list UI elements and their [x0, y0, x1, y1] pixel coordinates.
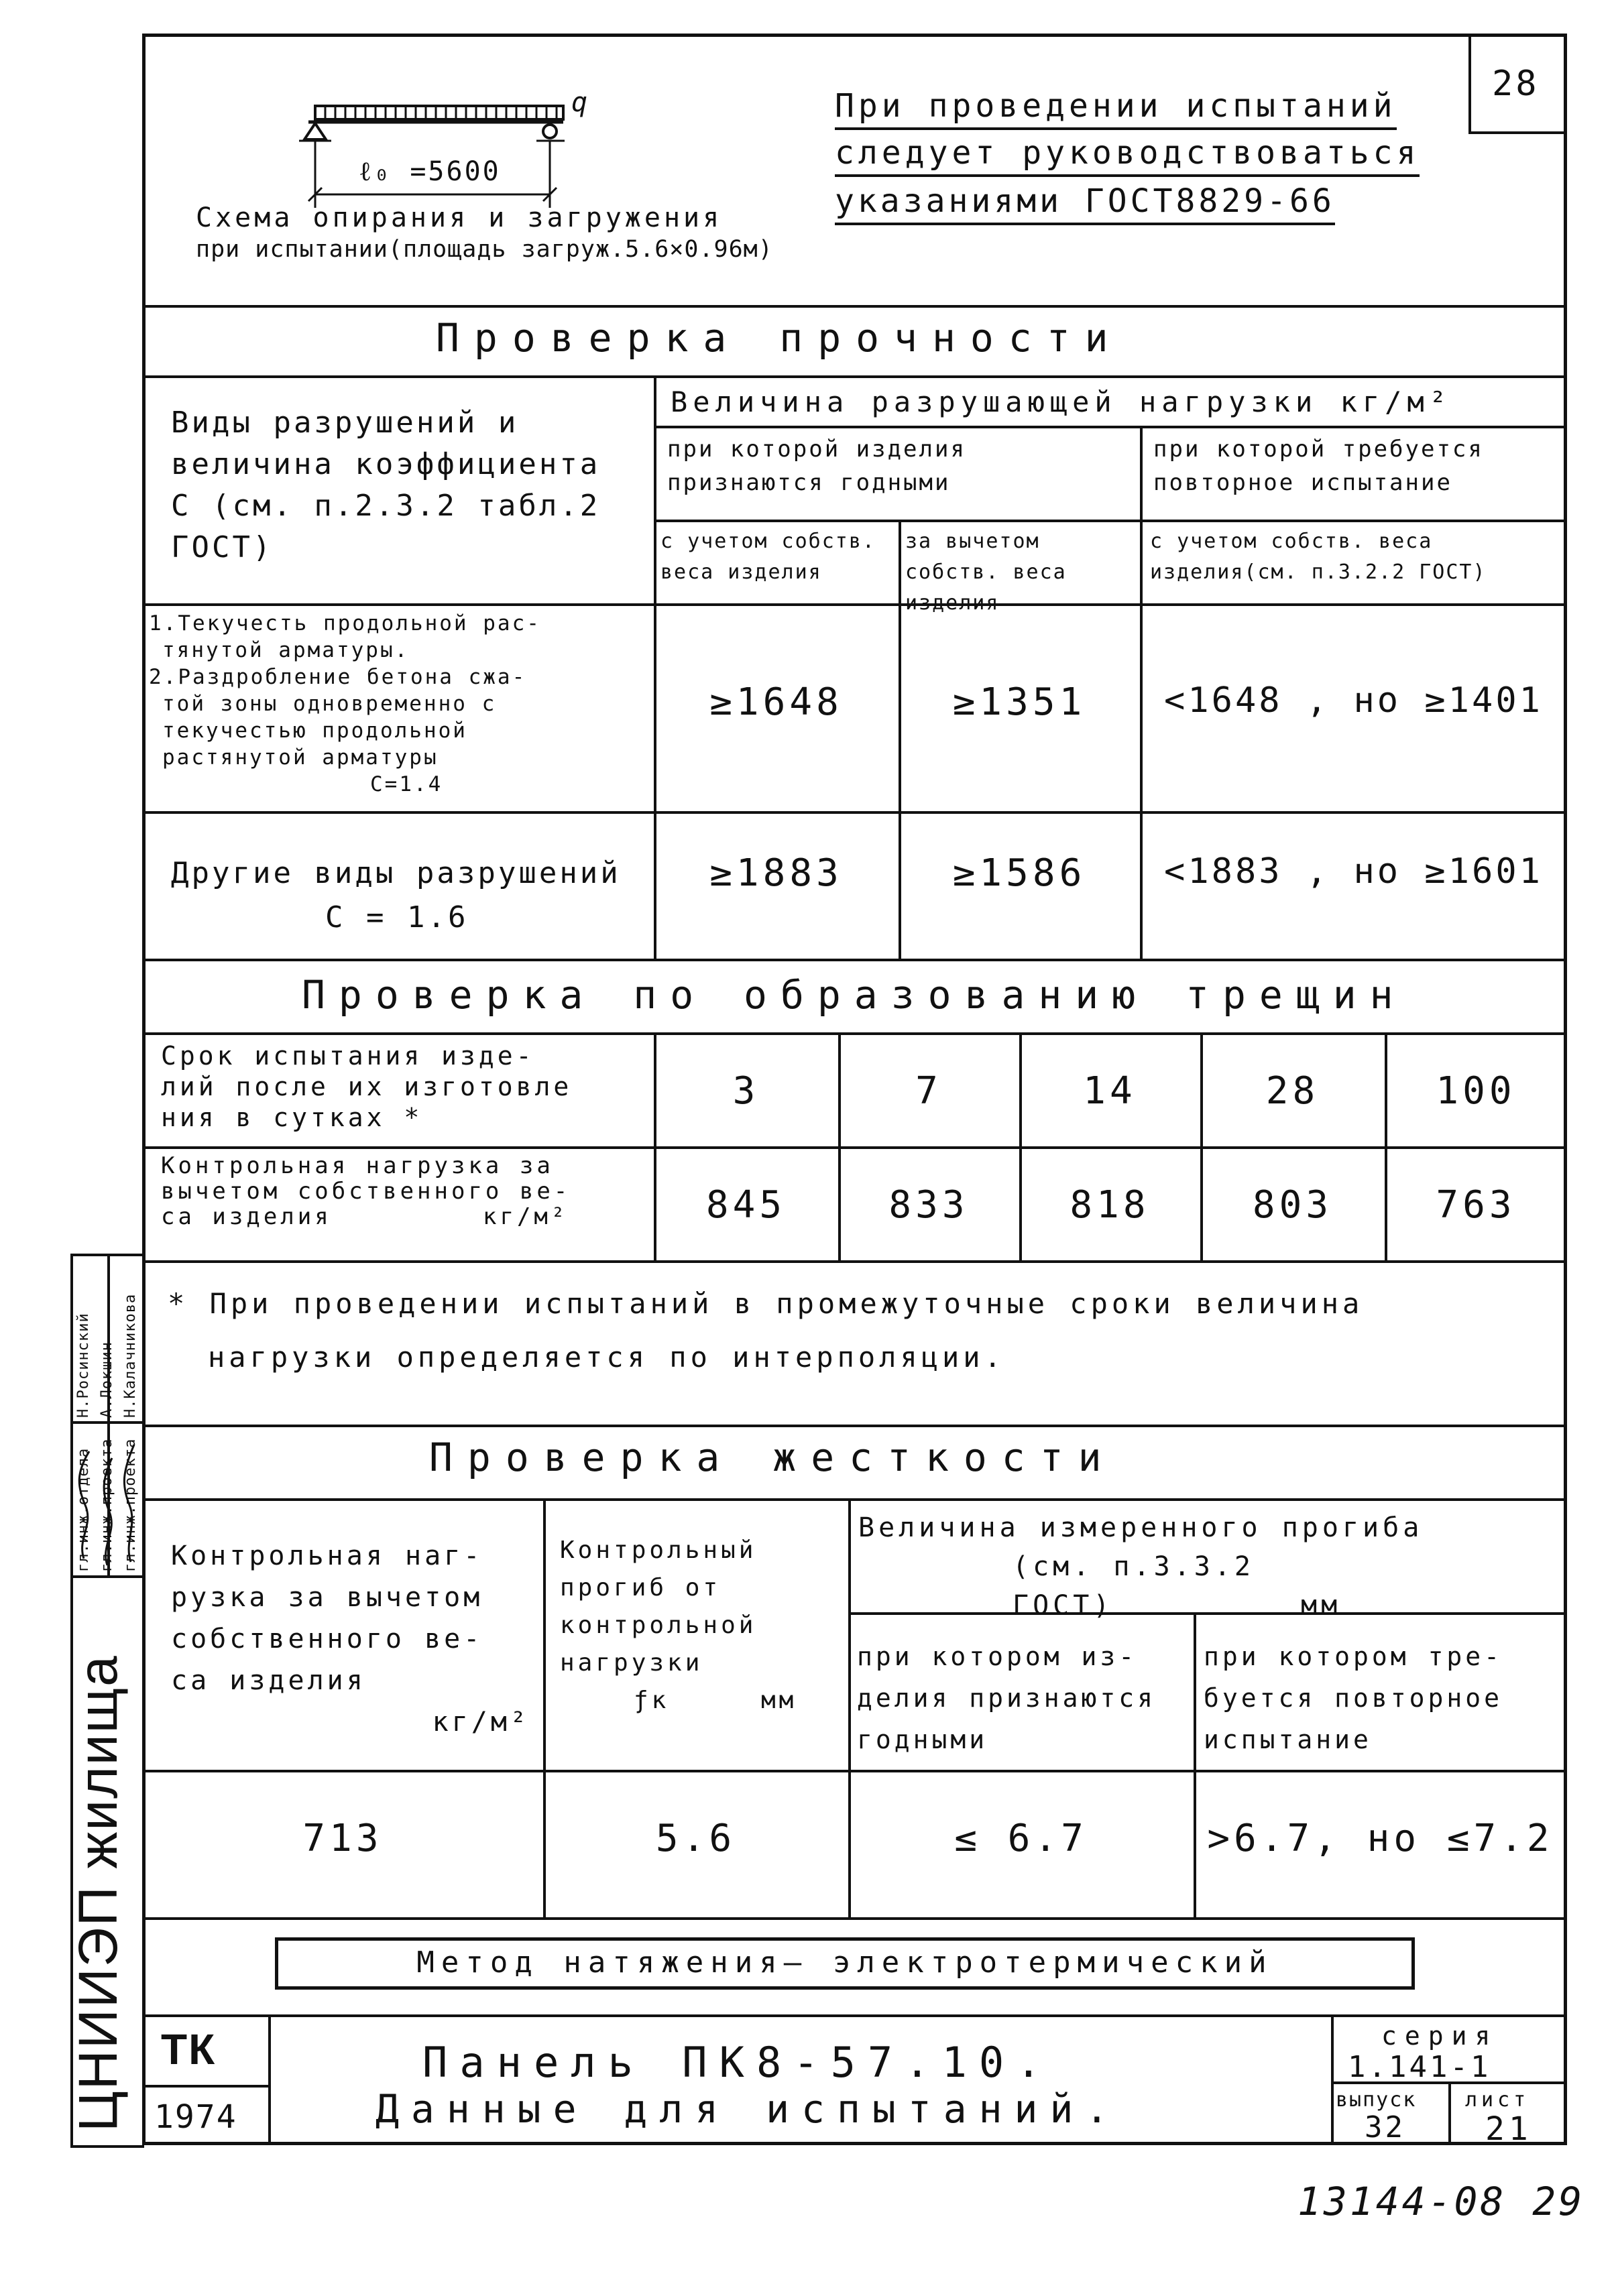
year-label: 1974: [154, 2098, 237, 2136]
note-line-1: При проведении испытаний: [835, 87, 1397, 130]
line-cracks-mid: [142, 1146, 1567, 1149]
strength-row1-value-3: <1648 , но ≥1401: [1164, 680, 1543, 721]
cracks-footnote-1: * При проведении испытаний в промежуточные сроки величина: [168, 1287, 1364, 1320]
strength-row1-desc-line: растянутой арматуры: [162, 745, 439, 770]
stiffness-value-deflection: 5.6: [655, 1817, 736, 1860]
note-line-2: следует руководствоваться: [835, 134, 1420, 177]
line-stiffness-bottom: [142, 1917, 1567, 1920]
line-strength-header: [142, 375, 1567, 378]
sig-name-1: Н.Росинский: [75, 1313, 92, 1418]
cracks-days-label-line: лий после их изготовле: [161, 1072, 573, 1101]
strength-sub-retest: при которой требуется повторное испытание: [1153, 436, 1484, 496]
stiffness-col-c-line: при котором из-: [857, 1642, 1138, 1671]
strength-row2-value-1: ≥1883: [709, 851, 843, 895]
stiffness-group-ref: (см. п.3.3.2 ГОСТ): [1013, 1551, 1255, 1621]
line-strength-top: [142, 305, 1567, 308]
strength-row1-desc-line: 1.Текучесть продольной рас-: [149, 611, 541, 636]
strength-row2-value-3: <1883 , но ≥1601: [1164, 851, 1543, 892]
line-stiffness-values: [142, 1770, 1567, 1772]
stiffness-col-b-line: прогиб от: [560, 1574, 722, 1602]
stiffness-col-a-line: кг/м²: [432, 1707, 530, 1738]
strength-col3-header: с учетом собств. веса изделия(см. п.3.2.2 ГОСТ): [1150, 530, 1487, 584]
strength-row1-desc-line: той зоны одновременно с: [162, 692, 497, 716]
line-title-top: [142, 2014, 1567, 2017]
stiffness-col-a-line: са изделия: [171, 1665, 366, 1696]
line-tk-divider: [142, 2085, 268, 2088]
scheme-caption-1: Схема опирания и загружения: [196, 202, 723, 233]
tk-label: ТК: [161, 2025, 217, 2073]
cracks-days-label: [161, 1040, 650, 1133]
cracks-load-value: 833: [888, 1183, 969, 1227]
series-label: серия: [1381, 2021, 1499, 2051]
issue-label: выпуск: [1336, 2088, 1417, 2112]
stiffness-heading: Проверка жесткости: [429, 1435, 1116, 1480]
scheme-caption-2: при испытании(площадь загруж.5.6×0.96м): [196, 236, 773, 263]
sig-name-3: Н.Калачникова: [122, 1293, 139, 1418]
sig-role-2: гл.инж.проекта: [99, 1438, 115, 1572]
stiffness-col-d-line: при котором тре-: [1204, 1642, 1503, 1671]
strength-row1-value-2: ≥1351: [952, 680, 1086, 724]
strength-col1-header: с учетом собств. веса изделия: [660, 530, 876, 584]
margin-line: [70, 1254, 144, 1256]
cracks-load-label-line: са изделия: [161, 1203, 332, 1230]
note-line-3: указаниями ГОСТ8829-66: [835, 182, 1335, 225]
stiffness-col-a-line: рузка за вычетом: [171, 1582, 483, 1613]
strength-row2-desc-line: С = 1.6: [325, 900, 469, 934]
strength-row2-desc: [171, 851, 647, 940]
cracks-load-unit: кг/м²: [483, 1203, 569, 1230]
stiffness-col-c-line: годными: [857, 1725, 988, 1754]
stiffness-group-unit: мм: [1301, 1590, 1342, 1621]
cracks-footnote-2: нагрузки определяется по интерполяции.: [208, 1341, 1005, 1374]
beam-scheme-diagram: [295, 94, 603, 215]
stiffness-col-b-line: контрольной: [560, 1612, 757, 1639]
margin-line: [70, 1575, 144, 1578]
strength-row1-desc-line: 2.Раздробление бетона сжа-: [149, 665, 527, 689]
issue-value: 32: [1365, 2110, 1405, 2144]
line-strength-row1: [142, 603, 1567, 606]
cracks-load-label-line: Контрольная нагрузка за: [161, 1152, 554, 1179]
sheet-value: 21: [1485, 2110, 1532, 2148]
title-line-2: Данные для испытаний.: [376, 2086, 1121, 2132]
stiffness-col-a-line: Контрольная наг-: [171, 1540, 483, 1571]
cracks-heading: Проверка по образованию трещин: [302, 972, 1407, 1018]
load-symbol: q: [571, 87, 590, 118]
stiffness-col-b-line: Контрольный: [560, 1536, 757, 1564]
sheet-number: 28: [1492, 64, 1540, 104]
strength-left-header: Виды разрушений и величина коэффициента С (см. п.2.3.2 табл.2 ГОСТ): [171, 406, 601, 564]
cracks-day-value: 7: [915, 1069, 942, 1113]
strength-row1-desc: [149, 610, 652, 798]
stiffness-fk-symbol: ƒк: [634, 1687, 670, 1714]
line-cracks-header: [142, 1032, 1567, 1035]
cracks-load-label: [161, 1153, 650, 1229]
cracks-days-label-line: ния в сутках *: [161, 1103, 423, 1132]
line-stiffness-header: [142, 1498, 1567, 1501]
strength-sub-accept: при которой изделия признаются годными: [667, 436, 966, 496]
line-cracks-bottom: [142, 1260, 1567, 1263]
margin-line: [70, 2145, 144, 2148]
strength-row1-value-1: ≥1648: [709, 680, 843, 724]
stiffness-group-header: [858, 1508, 1562, 1625]
stiffness-value-load: 713: [302, 1817, 383, 1860]
strength-col2-header: за вычетом собств. веса изделия: [905, 530, 1067, 615]
stiffness-col-c-line: делия признаются: [857, 1683, 1157, 1713]
strength-row1-desc-line: С=1.4: [370, 772, 443, 796]
cracks-day-value: 14: [1083, 1069, 1137, 1113]
cracks-load-value: 818: [1070, 1183, 1150, 1227]
sig-name-2: А.Локшин: [99, 1341, 115, 1418]
cracks-load-label-line: вычетом собственного ве-: [161, 1178, 571, 1205]
cracks-load-value: 803: [1252, 1183, 1333, 1227]
method-text: Метод натяжения— электротермический: [416, 1945, 1273, 1980]
stiffness-col-a-header: [171, 1535, 536, 1743]
cracks-load-value: 845: [705, 1183, 787, 1227]
cracks-day-value: 3: [732, 1069, 760, 1113]
line-stiffness-top: [142, 1425, 1567, 1427]
strength-heading: Проверка прочности: [436, 315, 1123, 361]
stiffness-col-d-header: [1204, 1636, 1566, 1760]
stiffness-value-retest: >6.7, но ≤7.2: [1207, 1817, 1554, 1860]
line-strength-group: [654, 426, 1567, 428]
strength-row2-desc-line: Другие виды разрушений: [171, 856, 621, 890]
margin-line: [70, 1421, 144, 1424]
title-left-divider: [268, 2014, 271, 2145]
stiffness-col-d-line: испытание: [1204, 1725, 1372, 1754]
strength-row1-desc-line: тянутой арматуры.: [162, 638, 410, 662]
strength-row1-desc-line: текучестью продольной: [162, 719, 467, 743]
sig-role-3: гл.инж.проекта: [122, 1438, 139, 1572]
org-name: ЦНИИЭП жилища: [68, 1654, 129, 2132]
stiffness-col-b-header: [560, 1532, 842, 1719]
title-line-1: Панель ПК8-57.10.: [422, 2038, 1053, 2087]
title-right-divider: [1331, 2014, 1334, 2145]
cracks-load-value: 763: [1436, 1183, 1516, 1227]
span-label: ℓ₀ =5600: [359, 156, 501, 187]
sheet-label: лист: [1465, 2088, 1530, 2112]
cracks-day-value: 100: [1436, 1069, 1516, 1113]
series-value: 1.141-1: [1348, 2050, 1491, 2084]
stiffness-group-line: Величина измеренного прогиба: [858, 1512, 1424, 1543]
stiffness-value-accept: ≤ 6.7: [954, 1817, 1088, 1860]
line-strength-row2: [142, 811, 1567, 814]
stiffness-col-divider: [1194, 1612, 1196, 1917]
line-strength-sub: [654, 520, 1567, 522]
stiffness-col-a-line: собственного ве-: [171, 1624, 483, 1654]
stiffness-col-b-line: нагрузки: [560, 1649, 703, 1677]
strength-group-header: Величина разрушающей нагрузки кг/м²: [671, 385, 1452, 418]
issue-sheet-divider: [1448, 2081, 1451, 2145]
cracks-days-label-line: Срок испытания изде-: [161, 1041, 535, 1071]
stiffness-col-d-line: буется повторное: [1204, 1683, 1503, 1713]
cracks-day-value: 28: [1265, 1069, 1320, 1113]
sig-role-1: гл.инж.отдела: [75, 1447, 92, 1572]
handwritten-signatures: [70, 1425, 144, 1572]
stiffness-fk-unit: мм: [761, 1687, 797, 1714]
archive-number: 13144-08 29: [1297, 2179, 1585, 2224]
line-cracks-top: [142, 959, 1567, 961]
stiffness-col-c-header: [857, 1636, 1192, 1760]
strength-row2-value-2: ≥1586: [952, 851, 1086, 895]
